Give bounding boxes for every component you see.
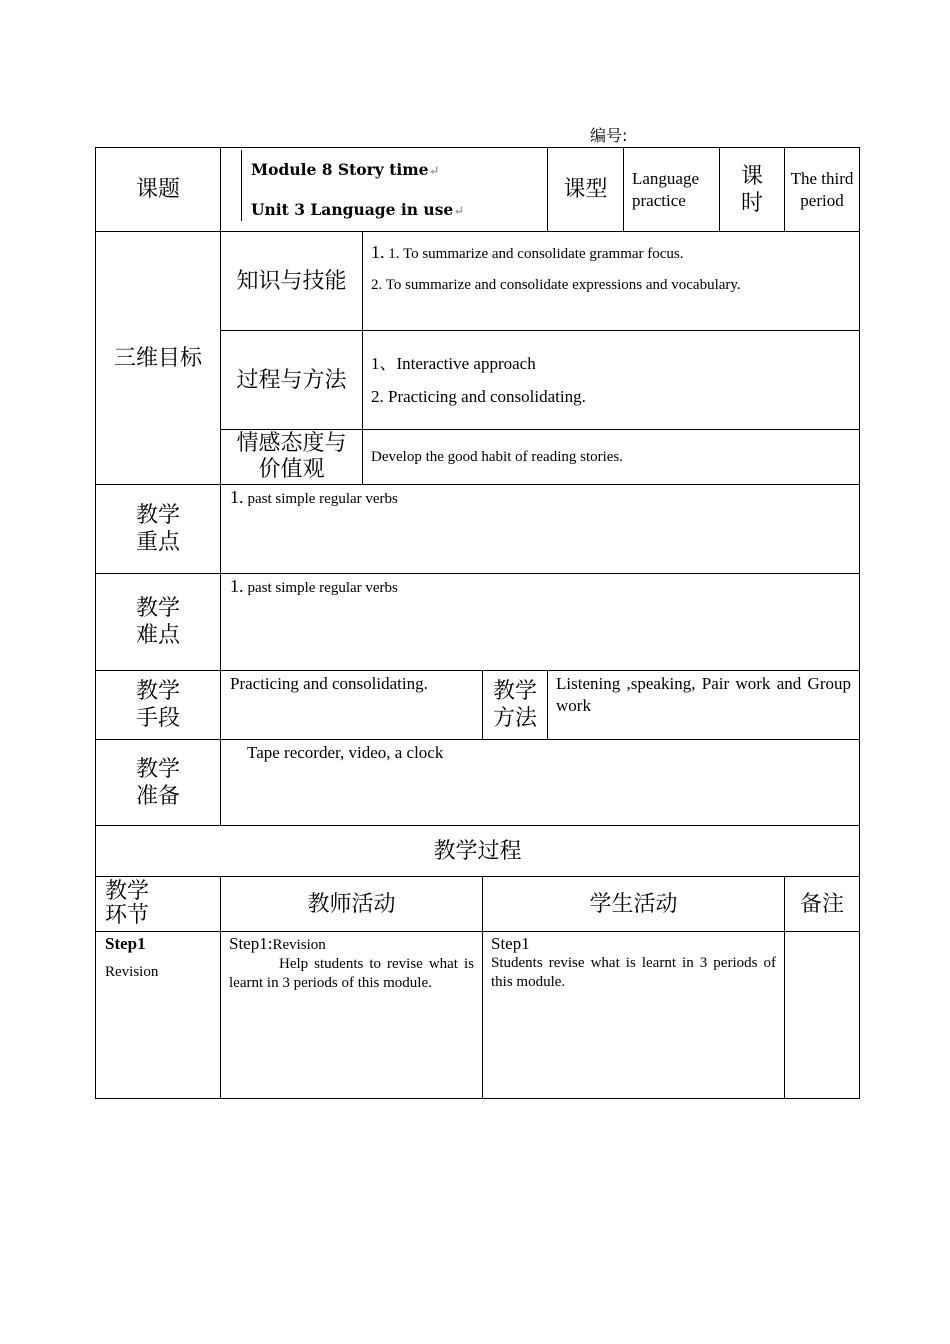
- difficulties-row: [96, 574, 860, 671]
- student-activity-cell: Step1 Students revise what is learnt in 3 periods of this module.: [483, 932, 785, 1099]
- difficulties-text: 1. past simple regular verbs: [221, 574, 860, 671]
- header-row: [96, 148, 860, 232]
- lesson-plan-table: [95, 147, 860, 1099]
- key-points-row: [96, 485, 860, 574]
- preparation-row: [96, 740, 860, 826]
- knowledge-row: [96, 232, 860, 331]
- col-teacher-header: 教师活动: [221, 877, 483, 932]
- method-label: 教学 方法: [483, 671, 548, 740]
- method-text: Listening ,speaking, Pair work and Group work: [548, 671, 860, 740]
- type-label: 课型: [548, 148, 624, 232]
- process-text: 1、Interactive approach 2. Practicing and consolidating.: [363, 331, 860, 430]
- col-notes-header: 备注: [785, 877, 860, 932]
- emotion-text: Develop the good habit of reading stories.: [363, 430, 860, 485]
- process-title: 教学过程: [96, 826, 860, 877]
- topic-label: 课题: [96, 148, 221, 232]
- preparation-text: Tape recorder, video, a clock: [221, 740, 860, 826]
- period-label: 课 时: [720, 148, 785, 232]
- process-label: 过程与方法: [221, 331, 363, 430]
- preparation-label: 教学 准备: [96, 740, 221, 826]
- means-text: Practicing and consolidating.: [221, 671, 483, 740]
- key-points-text: 1. past simple regular verbs: [221, 485, 860, 574]
- topic-line-1: Module 8 Story time↵: [251, 160, 440, 179]
- period-value: The third period: [785, 148, 860, 232]
- type-value: Language practice: [624, 148, 720, 232]
- topic-line-2: Unit 3 Language in use↵: [251, 200, 465, 219]
- table-row: [96, 932, 860, 1099]
- emotion-label: 情感态度与 价值观: [221, 430, 363, 485]
- process-header-row: [96, 877, 860, 932]
- col-student-header: 学生活动: [483, 877, 785, 932]
- knowledge-label: 知识与技能: [221, 232, 363, 331]
- serial-number-label: 编号:: [590, 126, 628, 145]
- objectives-label: 三维目标: [96, 232, 221, 485]
- notes-cell: [785, 932, 860, 1099]
- col-stage-header: 教学 环节: [96, 877, 221, 932]
- topic-cell: [221, 148, 548, 232]
- stage-cell: Step1 Revision: [96, 932, 221, 1099]
- key-points-label: 教学 重点: [96, 485, 221, 574]
- means-row: [96, 671, 860, 740]
- process-title-row: [96, 826, 860, 877]
- knowledge-text: 1. 1. To summarize and consolidate grammar focus. 2. To summarize and consolidate expressions and vocabulary.: [363, 232, 860, 331]
- difficulties-label: 教学 难点: [96, 574, 221, 671]
- teacher-activity-cell: Step1:Revision Help students to revise what is learnt in 3 periods of this module.: [221, 932, 483, 1099]
- means-label: 教学 手段: [96, 671, 221, 740]
